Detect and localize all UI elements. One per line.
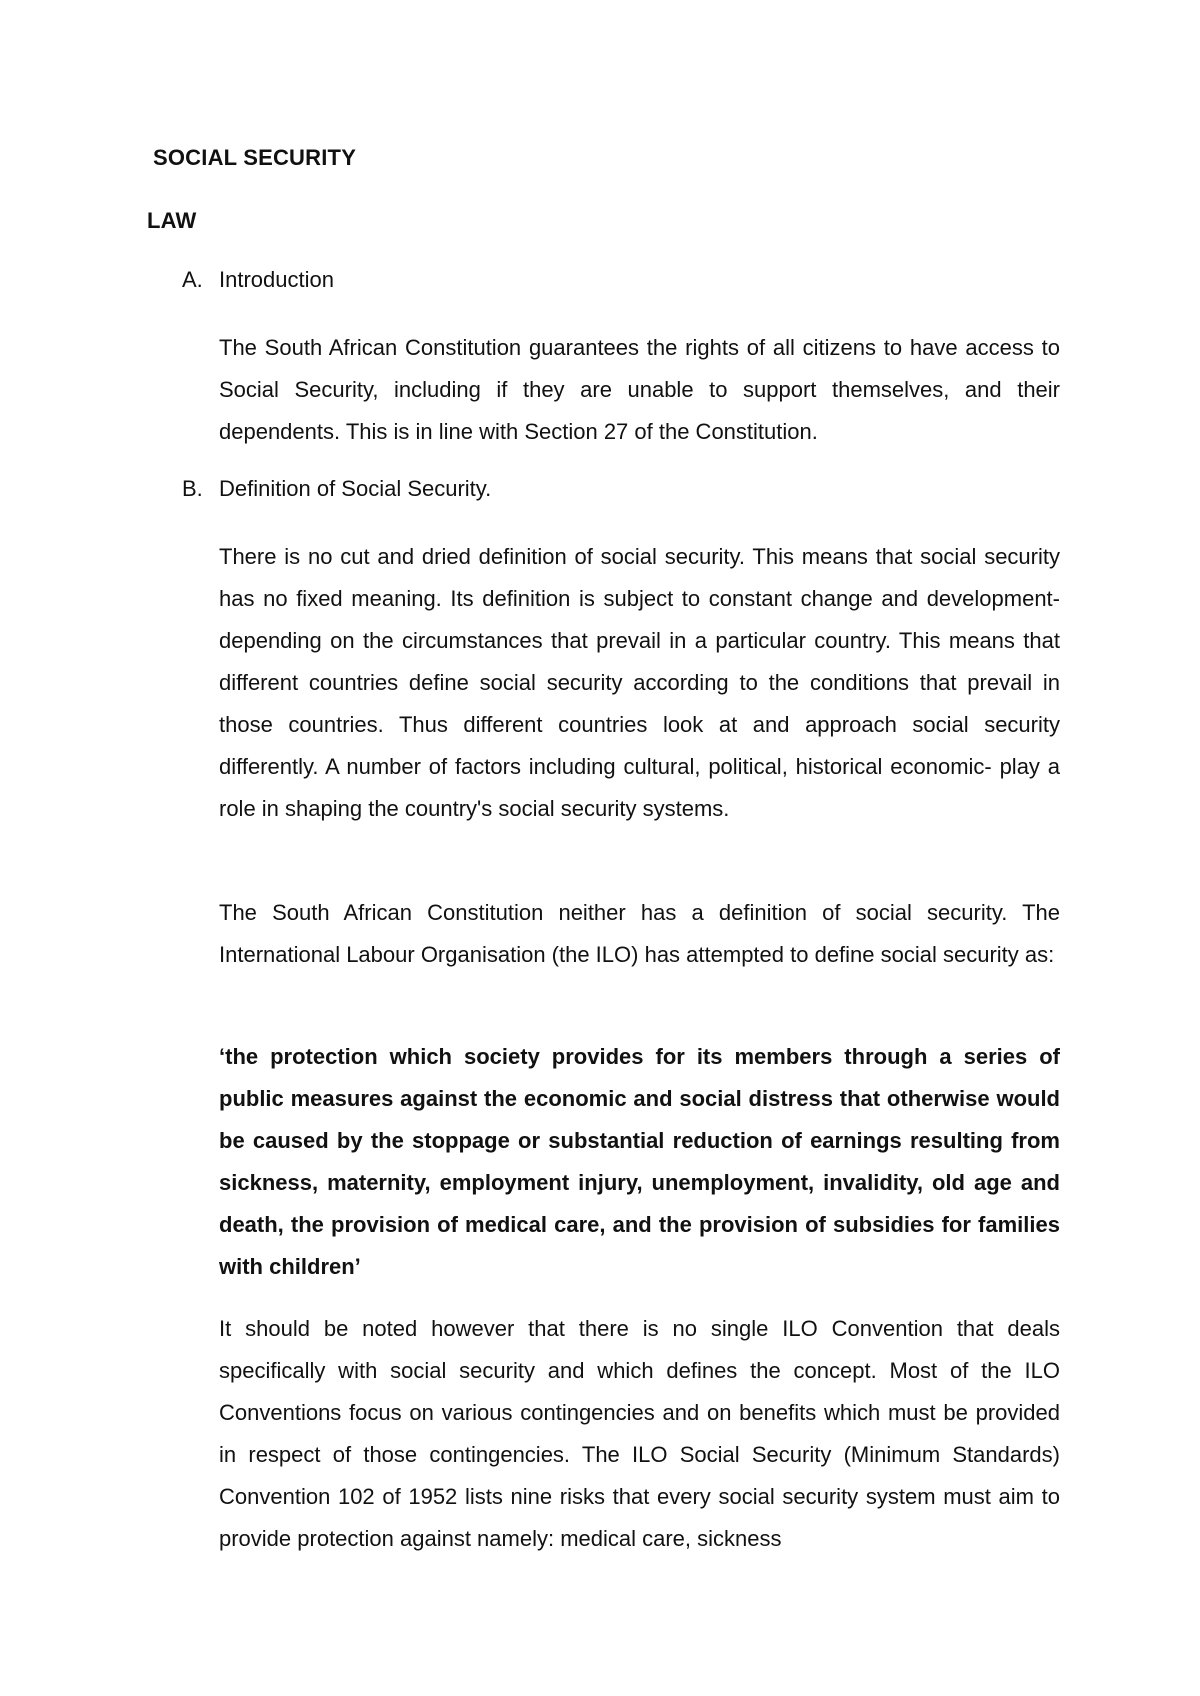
paragraph-ilo-conventions: It should be noted however that there is no single ILO Convention that deals specifically with social security and which defines the concept. Most of the ILO Conventions focus on various contingencies and on benefits which must be provided in respect of those contingencies. The ILO Social Security (Minimum Standards) Convention 102 of 1952 lists nine risks that every social security system must aim to provide protection against namely: medical care, sickness — [219, 1316, 1060, 1551]
paragraph-introduction: The South African Constitution guarantees the rights of all citizens to have access to Social Security, including if they are unable to support themselves, and their dependents. This is in line with Section 27 of the Constitution. — [219, 335, 1060, 444]
paragraph-definition: There is no cut and dried definition of social security. This means that social security has no fixed meaning. Its definition is subject to constant change and development-depending on the circumstances that prevail in a particular country. This means that different countries define social security according to the conditions that prevail in those countries. Thus different countries look at and approach social security differently. A number of factors including cultural, political, historical economic- play a role in shaping the country's social security systems. — [219, 544, 1060, 821]
document-subtitle: LAW — [147, 208, 197, 233]
section-letter: A. — [182, 267, 203, 292]
section-heading-a — [182, 265, 334, 295]
section-title: Definition of Social Security. — [219, 476, 492, 501]
section-letter: B. — [182, 476, 203, 501]
section-title: Introduction — [219, 267, 334, 292]
document-title: SOCIAL SECURITY — [153, 145, 357, 170]
section-heading-b — [182, 474, 491, 504]
paragraph-ilo-definition-quote: ‘the protection which society provides for its members through a series of public measures against the economic and social distress that otherwise would be caused by the stoppage or substantial reduction of earnings resulting from sickness, maternity, employment injury, unemployment, invalidity, old age and death, the provision of medical care, and the provision of subsidies for families with children’ — [219, 1044, 1060, 1279]
paragraph-constitution: The South African Constitution neither has a definition of social security. The International Labour Organisation (the ILO) has attempted to define social security as: — [219, 900, 1060, 967]
